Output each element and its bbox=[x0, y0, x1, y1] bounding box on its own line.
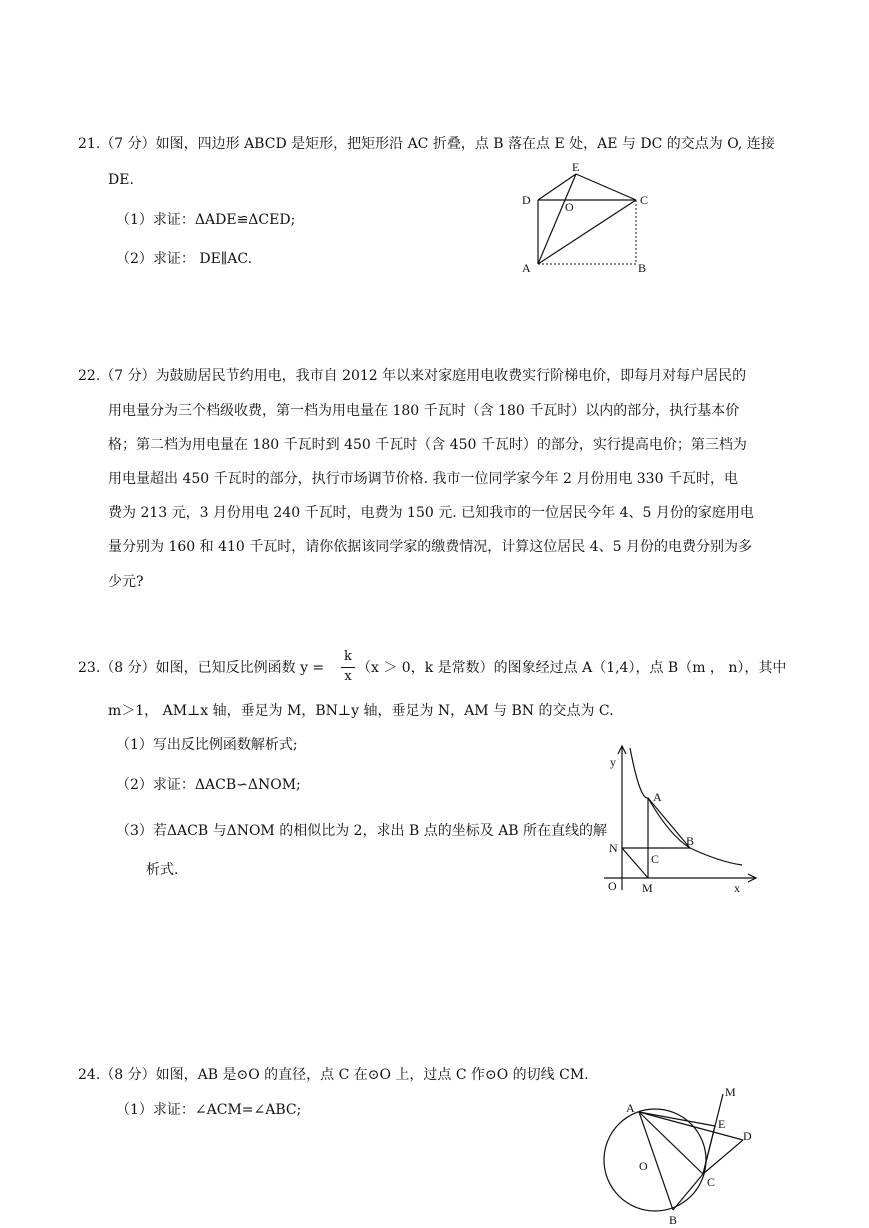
q23-line-2: m＞1， AM⊥x 轴，垂足为 M，BN⊥y 轴，垂足为 N，AM 与 BN 的交点为 C. bbox=[108, 703, 614, 719]
q24-label-C: C bbox=[707, 1175, 716, 1189]
q22-line-7: 少元? bbox=[108, 574, 144, 590]
q23-part-3b: 析式. bbox=[146, 862, 179, 878]
q21-label-O: O bbox=[565, 200, 574, 214]
q23-part-3a: （3）若ΔACB 与ΔNOM 的相似比为 2，求出 B 点的坐标及 AB 所在直线的解 bbox=[116, 823, 608, 839]
q23-part-1: （1）写出反比例函数解析式; bbox=[116, 737, 298, 753]
q24-line-1: 24.（8 分）如图，AB 是⊙O 的直径，点 C 在⊙O 上，过点 C 作⊙O 的切线 CM. bbox=[78, 1067, 589, 1083]
q22-line-2: 用电量分为三个档级收费，第一档为用电量在 180 千瓦时（含 180 千瓦时）以内的部分，执行基本价 bbox=[108, 403, 740, 419]
q22-line-4: 用电量超出 450 千瓦时的部分，执行市场调节价格. 我市一位同学家今年 2 月份用电 330 千瓦时，电 bbox=[108, 471, 738, 487]
q24-label-O: O bbox=[639, 1159, 648, 1173]
q21-label-B: B bbox=[638, 261, 647, 275]
q24-figure bbox=[595, 1082, 765, 1228]
q23-label-B: B bbox=[686, 834, 695, 848]
q21-part-2: （2）求证： DE∥AC. bbox=[116, 251, 253, 267]
q21-label-C: C bbox=[640, 193, 649, 207]
q24-label-E: E bbox=[718, 1117, 726, 1131]
q23-label-A: A bbox=[653, 790, 662, 804]
q23-label-x: x bbox=[734, 881, 740, 895]
q21-figure bbox=[510, 158, 660, 278]
q21-label-A: A bbox=[522, 261, 531, 275]
q24-label-B: B bbox=[669, 1213, 678, 1227]
q22-line-5: 费为 213 元，3 月份用电 240 千瓦时，电费为 150 元. 已知我市的一位居民今年 4、5 月份的家庭用电 bbox=[108, 505, 754, 521]
q21-line-1: 21.（7 分）如图，四边形 ABCD 是矩形，把矩形沿 AC 折叠，点 B 落在点 E 处，AE 与 DC 的交点为 O, 连接 bbox=[78, 136, 775, 152]
q23-figure bbox=[600, 740, 765, 900]
q23-frac-numerator: k bbox=[344, 649, 352, 664]
q23-line-1a: 23.（8 分）如图，已知反比例函数 y = bbox=[78, 660, 325, 676]
q23-label-N: N bbox=[609, 841, 618, 855]
q23-label-y: y bbox=[610, 755, 616, 769]
q23-label-C: C bbox=[651, 852, 660, 866]
q24-label-M: M bbox=[725, 1085, 736, 1099]
q22-line-6: 量分别为 160 和 410 千瓦时，请你依据该同学家的缴费情况，计算这位居民 4、5 月份的电费分别为多 bbox=[108, 539, 752, 555]
q23-frac-denominator: x bbox=[344, 669, 352, 684]
q23-line-1b: （x ＞ 0，k 是常数）的图象经过点 A（1,4），点 B（m ， n），其中 bbox=[357, 660, 787, 676]
q23-label-M: M bbox=[642, 881, 653, 895]
q24-label-D: D bbox=[743, 1129, 752, 1143]
q22-line-1: 22.（7 分）为鼓励居民节约用电，我市自 2012 年以来对家庭用电收费实行阶梯电价，即每月对每户居民的 bbox=[78, 368, 747, 384]
q23-frac-bar bbox=[341, 667, 355, 668]
q21-line-2: DE. bbox=[108, 172, 134, 188]
q23-label-O: O bbox=[608, 879, 617, 893]
q22-line-3: 格；第二档为用电量在 180 千瓦时到 450 千瓦时（含 450 千瓦时）的部分，实行提高电价；第三档为 bbox=[108, 437, 747, 453]
q23-part-2: （2）求证：ΔACB∽ΔNOM; bbox=[116, 777, 301, 793]
q21-label-E: E bbox=[572, 160, 580, 174]
q24-label-A: A bbox=[626, 1101, 635, 1115]
q24-part-1: （1）求证：∠ACM=∠ABC; bbox=[116, 1102, 302, 1118]
q21-part-1: （1）求证：ΔADE≌ΔCED; bbox=[116, 212, 296, 228]
q21-label-D: D bbox=[522, 193, 531, 207]
